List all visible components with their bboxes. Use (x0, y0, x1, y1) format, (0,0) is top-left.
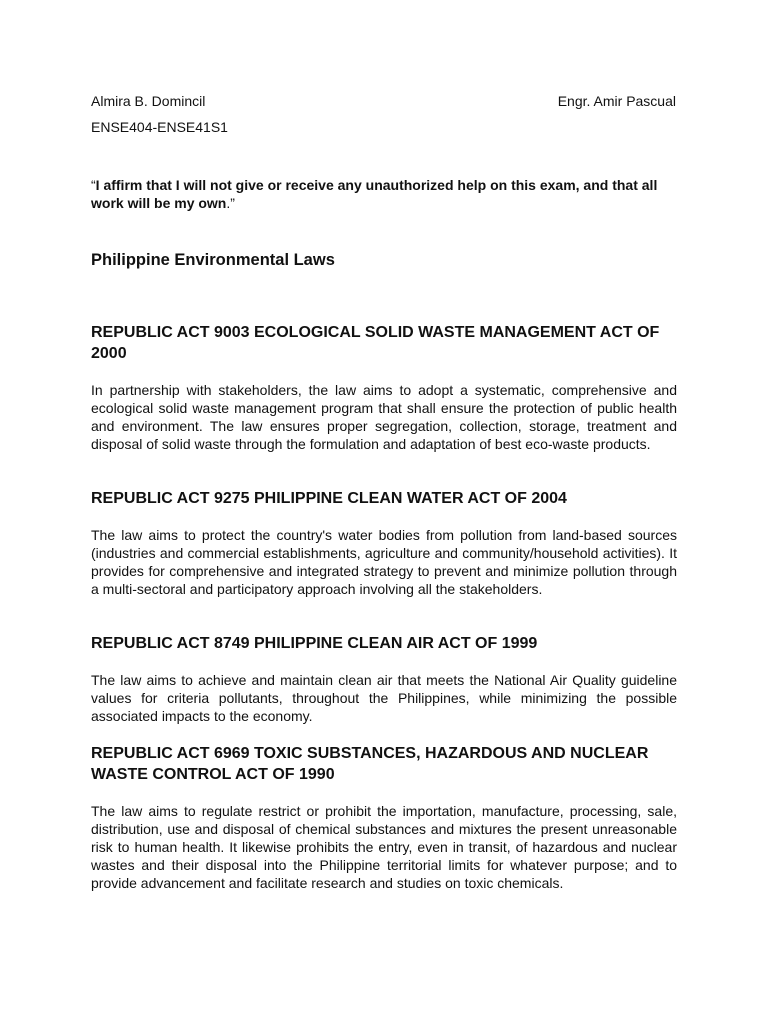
affirmation-statement: I affirm that I will not give or receive any unauthorized help on this exam, and that all work will be my own (91, 177, 658, 211)
section-body: The law aims to regulate restrict or prohibit the importation, manufacture, processing, sale, distribution, use and disposal of chemical substances and mixtures the present unreasonable risk to human health. It likewise prohibits the entry, even in transit, of hazardous and nuclear wastes and their disposal into the Philippine territorial limits for whatever purpose; and to provide advancement and facilitate research and studies on toxic chemicals. (91, 803, 677, 891)
document-title: Philippine Environmental Laws (91, 251, 335, 269)
section-ra-9275 (91, 488, 677, 598)
section-heading: REPUBLIC ACT 8749 PHILIPPINE CLEAN AIR ACT OF 1999 (91, 635, 538, 652)
section-ra-8749 (91, 633, 677, 725)
header-row (91, 91, 676, 111)
section-body: The law aims to achieve and maintain clean air that meets the National Air Quality guideline values for criteria pollutants, throughout the Philippines, while minimizing the possible associated impacts to the economy. (91, 672, 677, 724)
instructor-name: Engr. Amir Pascual (557, 93, 676, 109)
section-ra-9003 (91, 322, 677, 453)
section-body: The law aims to protect the country's water bodies from pollution from land-based sources (industries and commercial establishments, agriculture and community/household activities). It provides for comprehensive and integrated strategy to prevent and minimize pollution through a multi-sectoral and participatory approach involving all the stakeholders. (91, 527, 677, 597)
honor-affirmation (91, 176, 681, 212)
section-heading: REPUBLIC ACT 9275 PHILIPPINE CLEAN WATER ACT OF 2004 (91, 490, 567, 507)
section-ra-6969 (91, 743, 677, 892)
section-heading: REPUBLIC ACT 9003 ECOLOGICAL SOLID WASTE MANAGEMENT ACT OF 2000 (91, 324, 660, 362)
section-heading: REPUBLIC ACT 6969 TOXIC SUBSTANCES, HAZARDOUS AND NUCLEAR WASTE CONTROL ACT OF 1990 (91, 745, 649, 783)
affirmation-open-quote: “ (91, 177, 96, 193)
affirmation-close-quote: .” (226, 195, 235, 211)
course-code: ENSE404-ENSE41S1 (91, 119, 228, 135)
section-body: In partnership with stakeholders, the law aims to adopt a systematic, comprehensive and ecological solid waste management program that shall ensure the protection of public health and environment. The law ensures proper segregation, collection, storage, treatment and disposal of solid waste through the formulation and adaptation of best eco-waste products. (91, 382, 677, 452)
student-name: Almira B. Domincil (91, 93, 206, 109)
